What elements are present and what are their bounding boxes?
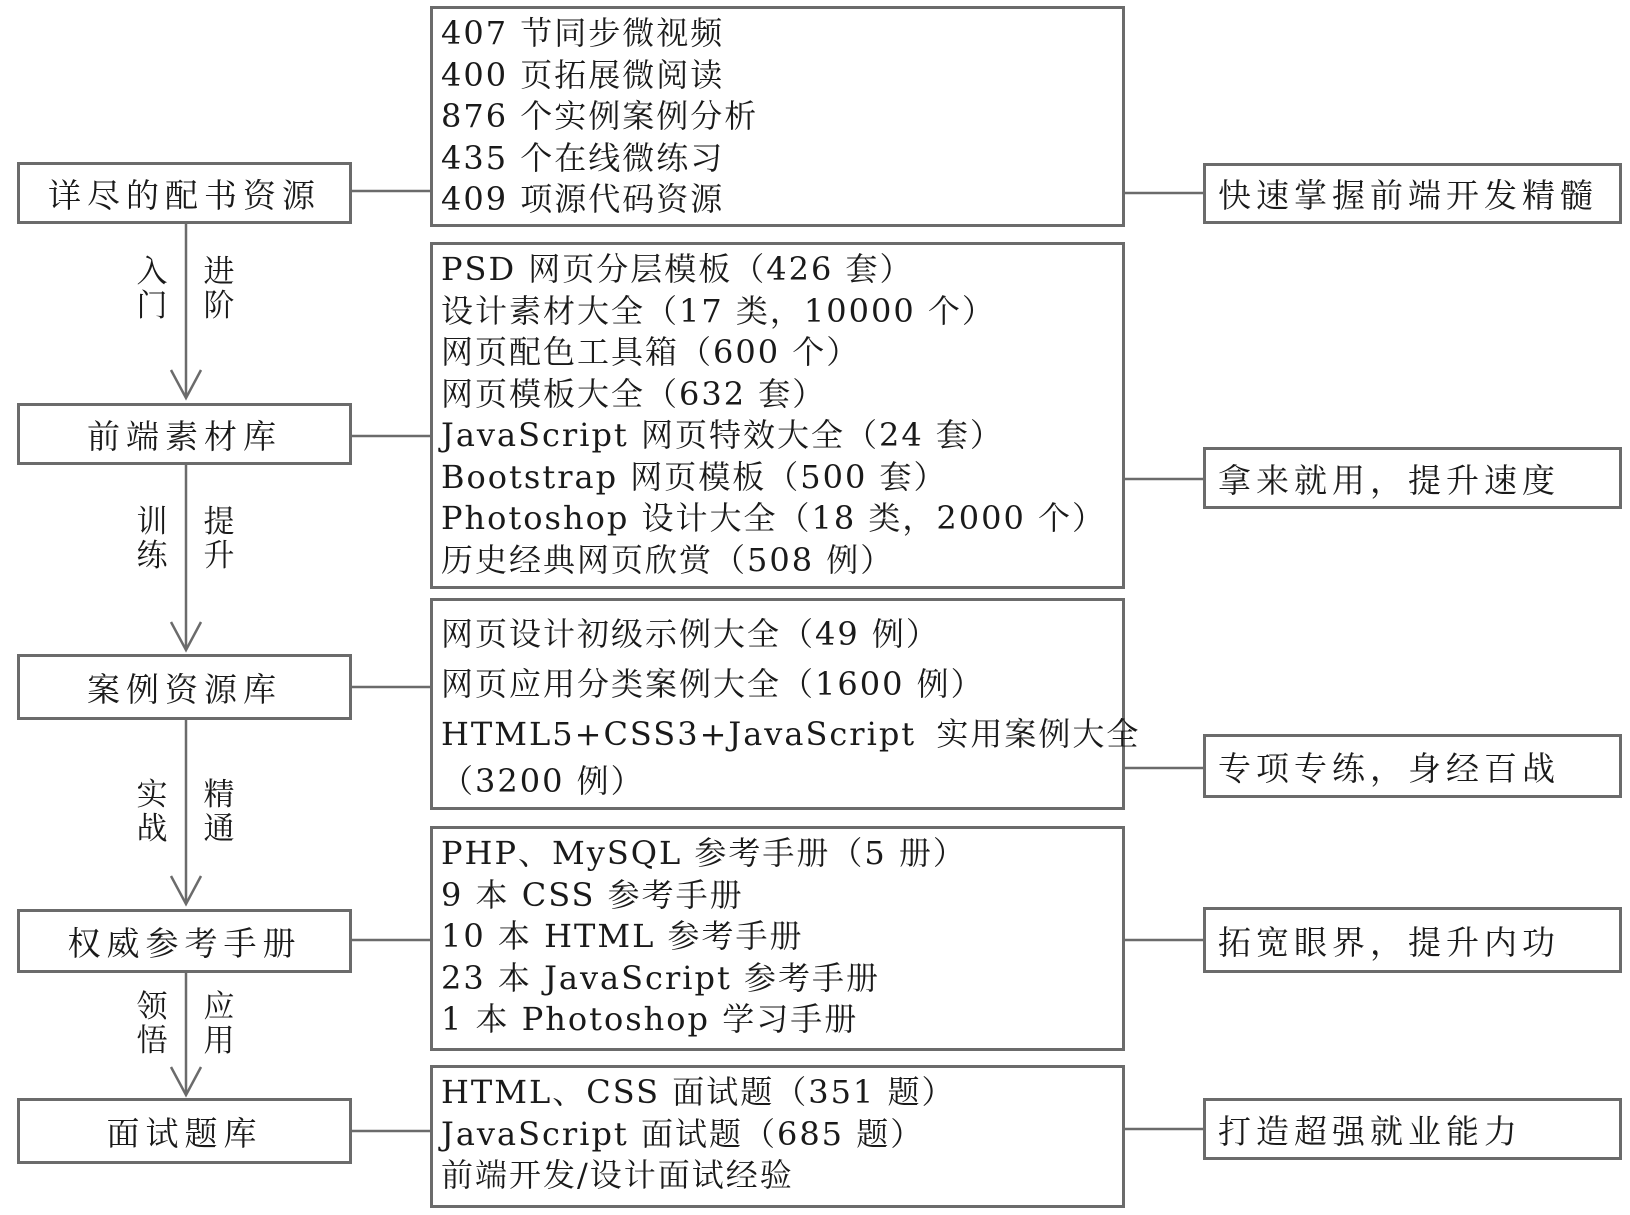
list-item: PHP、MySQL 参考手册（5 册） [441, 834, 967, 872]
right-box-label: 专项专练，身经百战 [1218, 748, 1560, 788]
arrow-char: 练 [136, 538, 168, 574]
arrow-char: 提 [203, 504, 235, 540]
arrow-char: 门 [136, 288, 168, 324]
arrow-char: 入 [136, 254, 168, 290]
arrow-label-right [202, 255, 236, 323]
list-item: 设计素材大全（17 类，10000 个） [441, 291, 996, 330]
left-box-label: 详尽的配书资源 [48, 175, 321, 215]
middle-box-0 [430, 6, 1125, 227]
middle-box-3 [430, 826, 1125, 1051]
arrow-label-right [202, 778, 236, 846]
arrow-label-left [135, 505, 169, 573]
middle-box-2 [430, 598, 1141, 810]
list-item: Bootstrap 网页模板（500 套） [441, 457, 948, 496]
list-item: PSD 网页分层模板（426 套） [441, 250, 914, 288]
list-item: 历史经典网页欣赏（508 例） [441, 540, 895, 579]
list-item: 407 节同步微视频 [441, 14, 725, 52]
arrow-char: 通 [203, 811, 235, 847]
arrow-char: 用 [203, 1023, 235, 1059]
list-item: 1 本 Photoshop 学习手册 [441, 1000, 859, 1038]
arrow-char: 精 [203, 777, 235, 813]
arrow-char: 训 [136, 504, 168, 540]
list-item: 前端开发/设计面试经验 [441, 1156, 794, 1194]
right-box-2 [1203, 734, 1622, 798]
right-box-label: 拓宽眼界，提升内功 [1218, 922, 1560, 962]
right-box-4 [1203, 1098, 1622, 1160]
list-item: 10 本 HTML 参考手册 [441, 917, 804, 955]
middle-box-4 [430, 1065, 1125, 1208]
right-box-0 [1203, 163, 1622, 224]
right-box-label: 快速掌握前端开发精髓 [1218, 176, 1598, 215]
left-box-3 [17, 909, 352, 973]
arrow-char: 战 [136, 811, 168, 847]
arrow-label-right [202, 990, 236, 1058]
arrow-label-left [135, 255, 169, 323]
list-item: Photoshop 设计大全（18 类，2000 个） [441, 499, 1106, 537]
list-item: 435 个在线微练习 [441, 138, 725, 177]
list-item: 网页配色工具箱（600 个） [441, 333, 861, 371]
arrow-char: 升 [203, 538, 235, 574]
left-box-label: 权威参考手册 [67, 923, 302, 963]
list-item: JavaScript 网页特效大全（24 套） [441, 416, 1004, 454]
left-box-label: 案例资源库 [87, 669, 282, 709]
list-item: HTML、CSS 面试题（351 题） [441, 1073, 956, 1111]
right-box-label: 拿来就用，提升速度 [1218, 460, 1560, 500]
right-box-3 [1203, 907, 1622, 973]
list-item: JavaScript 面试题（685 题） [441, 1114, 925, 1153]
arrow-char: 悟 [136, 1023, 168, 1059]
left-box-0 [17, 162, 352, 224]
arrow-label-left [135, 990, 169, 1058]
arrow-char: 实 [136, 777, 168, 813]
left-box-2 [17, 654, 352, 720]
middle-box-1 [430, 242, 1125, 589]
arrow-char: 阶 [203, 288, 235, 324]
list-item: 网页应用分类案例大全（1600 例） [441, 665, 985, 703]
arrow-label-right [202, 505, 236, 573]
left-box-label: 面试题库 [106, 1113, 263, 1153]
right-box-label: 打造超强就业能力 [1218, 1111, 1522, 1151]
list-item: 400 页拓展微阅读 [441, 55, 725, 94]
list-item: （3200 例） [441, 762, 645, 800]
left-box-label: 前端素材库 [87, 416, 282, 456]
list-item: 876 个实例案例分析 [441, 97, 759, 135]
list-item: 9 本 CSS 参考手册 [441, 875, 744, 914]
left-box-4 [17, 1098, 352, 1164]
list-item: 网页模板大全（632 套） [441, 374, 827, 413]
list-item: 网页设计初级示例大全（49 例） [441, 615, 940, 653]
list-item: HTML5+CSS3+JavaScript 实用案例大全 [441, 715, 1141, 753]
arrow-char: 应 [203, 989, 235, 1025]
left-box-1 [17, 403, 352, 465]
list-item: 409 项源代码资源 [441, 180, 725, 218]
arrow-label-left [135, 778, 169, 846]
list-item: 23 本 JavaScript 参考手册 [441, 958, 881, 997]
arrow-char: 进 [203, 254, 235, 290]
right-box-1 [1203, 447, 1622, 509]
arrow-char: 领 [136, 989, 168, 1025]
